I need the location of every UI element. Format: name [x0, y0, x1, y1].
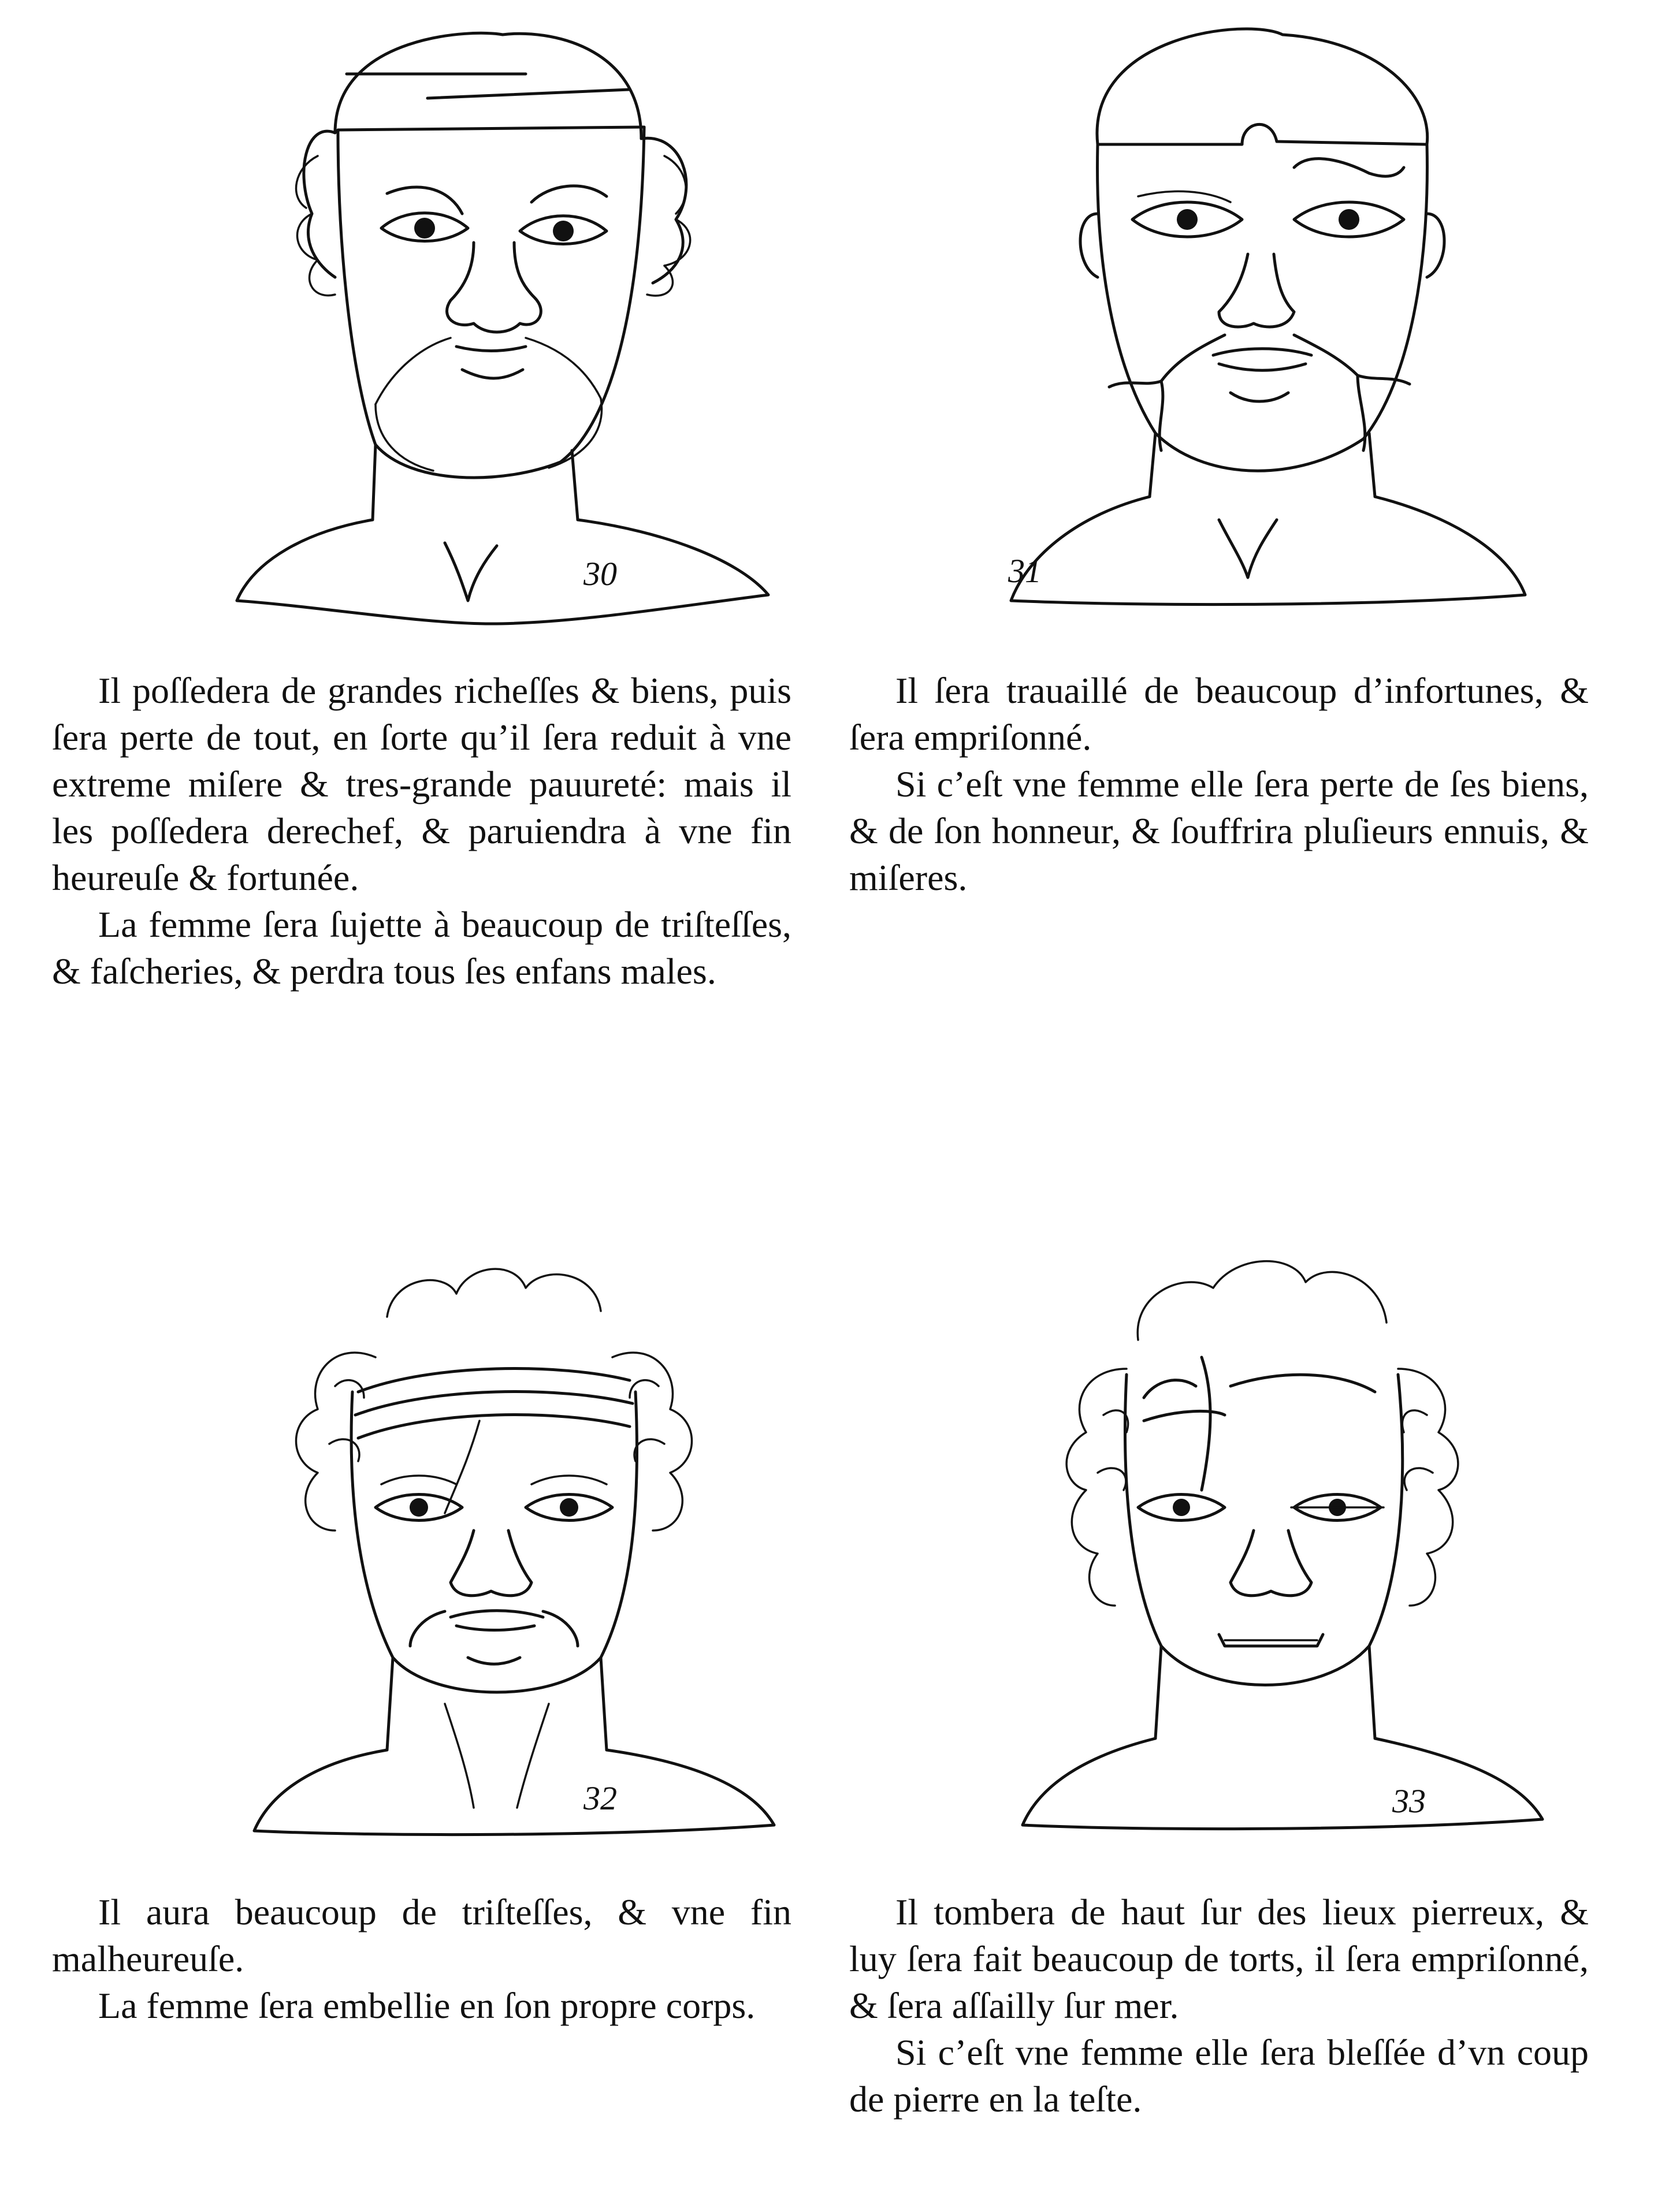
caption-figure-30: [52, 667, 791, 995]
caption-32-male: Il aura beaucoup de triſteſſes, & vne fin malheureuſe.: [52, 1891, 791, 1979]
caption-31-male: Il ſera trauaillé de beaucoup d’infortunes, & ſera empriſonné.: [849, 670, 1589, 758]
caption-33-female: Si c’eſt vne femme elle ſera bleſſée d’vn coup de pierre en la teſte.: [849, 2032, 1589, 2120]
caption-figure-31: [849, 667, 1589, 901]
figure-number-30: 30: [583, 555, 617, 593]
portrait-30-drawing: [202, 23, 809, 658]
caption-30-female: La femme ſera ſujette à beaucoup de triſteſſes, & faſcheries, & perdra tous ſes enfans males.: [52, 904, 791, 992]
figure-number-32: 32: [583, 1779, 617, 1817]
caption-32-female: La femme ſera embellie en ſon propre corps.: [98, 1985, 756, 2026]
caption-31-female: Si c’eſt vne femme elle ſera perte de ſes biens, & de ſon honneur, & ſouffrira pluſieurs ennuis, & miſeres.: [849, 764, 1589, 898]
figure-number-31: 31: [1008, 552, 1042, 590]
figure-number-33: 33: [1392, 1782, 1426, 1820]
caption-figure-33: [849, 1889, 1589, 2122]
portrait-31-drawing: [971, 23, 1577, 658]
portrait-figure-31: [971, 23, 1577, 658]
portrait-figure-32: [202, 1242, 809, 1877]
caption-figure-32: [52, 1889, 791, 2029]
portrait-figure-30: [202, 23, 809, 658]
portrait-33-drawing: [971, 1242, 1577, 1877]
caption-33-male: Il tombera de haut ſur des lieux pierreux, & luy ſera fait beaucoup de torts, il ſera empriſonné, & ſera aſſailly ſur mer.: [849, 1891, 1589, 2026]
portrait-figure-33: [971, 1242, 1577, 1877]
caption-30-male: Il poſſedera de grandes richeſſes & biens, puis ſera perte de tout, en ſorte qu’il ſera reduit à vne extreme miſere & tres-grande pauureté: mais il les poſſedera derechef, & paruiendra à vne fin heureuſe & fortunée.: [52, 670, 791, 898]
portrait-32-drawing: [202, 1242, 809, 1877]
